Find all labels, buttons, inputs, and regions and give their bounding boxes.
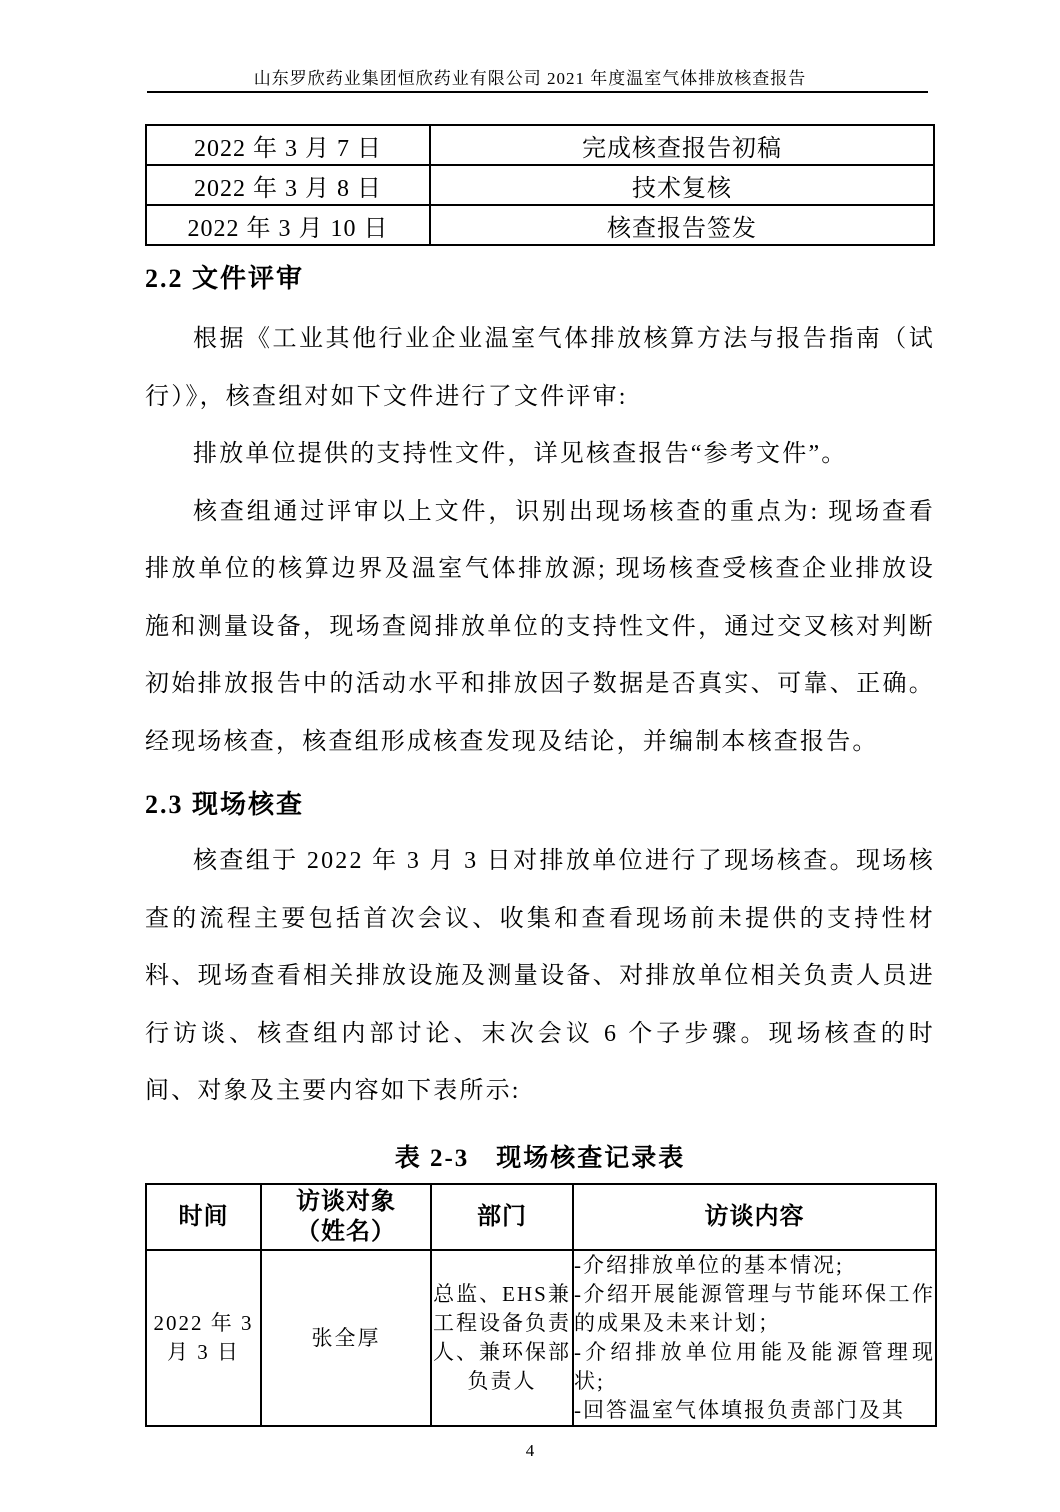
header-interviewee: 访谈对象（姓名） xyxy=(261,1184,431,1250)
page-header-title: 山东罗欣药业集团恒欣药业有限公司 2021 年度温室气体排放核查报告 xyxy=(253,69,807,88)
interview-content-item: -回答温室气体填报负责部门及其 xyxy=(574,1398,905,1422)
table-2-3-caption: 表 2-3 现场核查记录表 xyxy=(394,1145,686,1172)
table-row xyxy=(146,1250,936,1426)
paragraph: 排放单位提供的支持性文件，详见核查报告“参考文件”。 xyxy=(193,441,848,467)
schedule-date: 2022 年 3 月 7 日 xyxy=(146,125,430,165)
section-heading-2-2: 2.2 文件评审 xyxy=(145,264,305,293)
department-cell: 总监、EHS兼工程设备负责人、兼环保部负责人 xyxy=(431,1250,573,1426)
section-2-2-body xyxy=(145,311,935,771)
site-visit-record-table xyxy=(145,1183,937,1427)
section-heading-2-3: 2.3 现场核查 xyxy=(145,790,305,819)
schedule-date: 2022 年 3 月 8 日 xyxy=(146,165,430,205)
table-row xyxy=(146,165,934,205)
schedule-activity: 核查报告签发 xyxy=(430,205,934,245)
paragraph: 核查组于 2022 年 3 月 3 日对排放单位进行了现场核查。现场核查的流程主要包括首次会议、收集和查看现场前未提供的支持性材料、现场查看相关排放设施及测量设备、对排放单位相关负责人员进行访谈、核查组内部讨论、末次会议 6 个子步骤。现场核查的时间、对象及主要内容如下表所示: xyxy=(145,848,935,1104)
header-interview-content: 访谈内容 xyxy=(573,1184,936,1250)
paragraph: 根据《工业其他行业企业温室气体排放核算方法与报告指南（试行）》，核查组对如下文件进行了文件评审: xyxy=(145,326,935,410)
paragraph: 核查组通过评审以上文件，识别出现场核查的重点为: 现场查看排放单位的核算边界及温室气体排放源; 现场核查受核查企业排放设施和测量设备，现场查阅排放单位的支持性文件，通过交叉核对判断初始排放报告中的活动水平和排放因子数据是否真实、可靠、正确。经现场核查，核查组形成核查发现及结论，并编制本核查报告。 xyxy=(145,498,935,755)
interview-content-item: -介绍排放单位用能及能源管理现状; xyxy=(574,1340,935,1393)
table-header-row xyxy=(146,1184,936,1250)
interview-content-item: -介绍开展能源管理与节能环保工作的成果及未来计划； xyxy=(574,1282,935,1335)
section-2-3-body xyxy=(145,833,935,1121)
interviewee-cell: 张全厚 xyxy=(261,1250,431,1426)
verification-schedule-table xyxy=(145,124,935,246)
header-rule xyxy=(147,91,928,93)
schedule-date: 2022 年 3 月 10 日 xyxy=(146,205,430,245)
header-department: 部门 xyxy=(431,1184,573,1250)
visit-time-cell: 2022 年 3 月 3 日 xyxy=(146,1250,261,1426)
table-row xyxy=(146,205,934,245)
schedule-activity: 技术复核 xyxy=(430,165,934,205)
interview-content-item: -介绍排放单位的基本情况; xyxy=(574,1253,844,1277)
page-number: 4 xyxy=(525,1441,535,1460)
interview-content-cell xyxy=(573,1250,936,1426)
schedule-activity: 完成核查报告初稿 xyxy=(430,125,934,165)
header-time: 时间 xyxy=(146,1184,261,1250)
table-row xyxy=(146,125,934,165)
